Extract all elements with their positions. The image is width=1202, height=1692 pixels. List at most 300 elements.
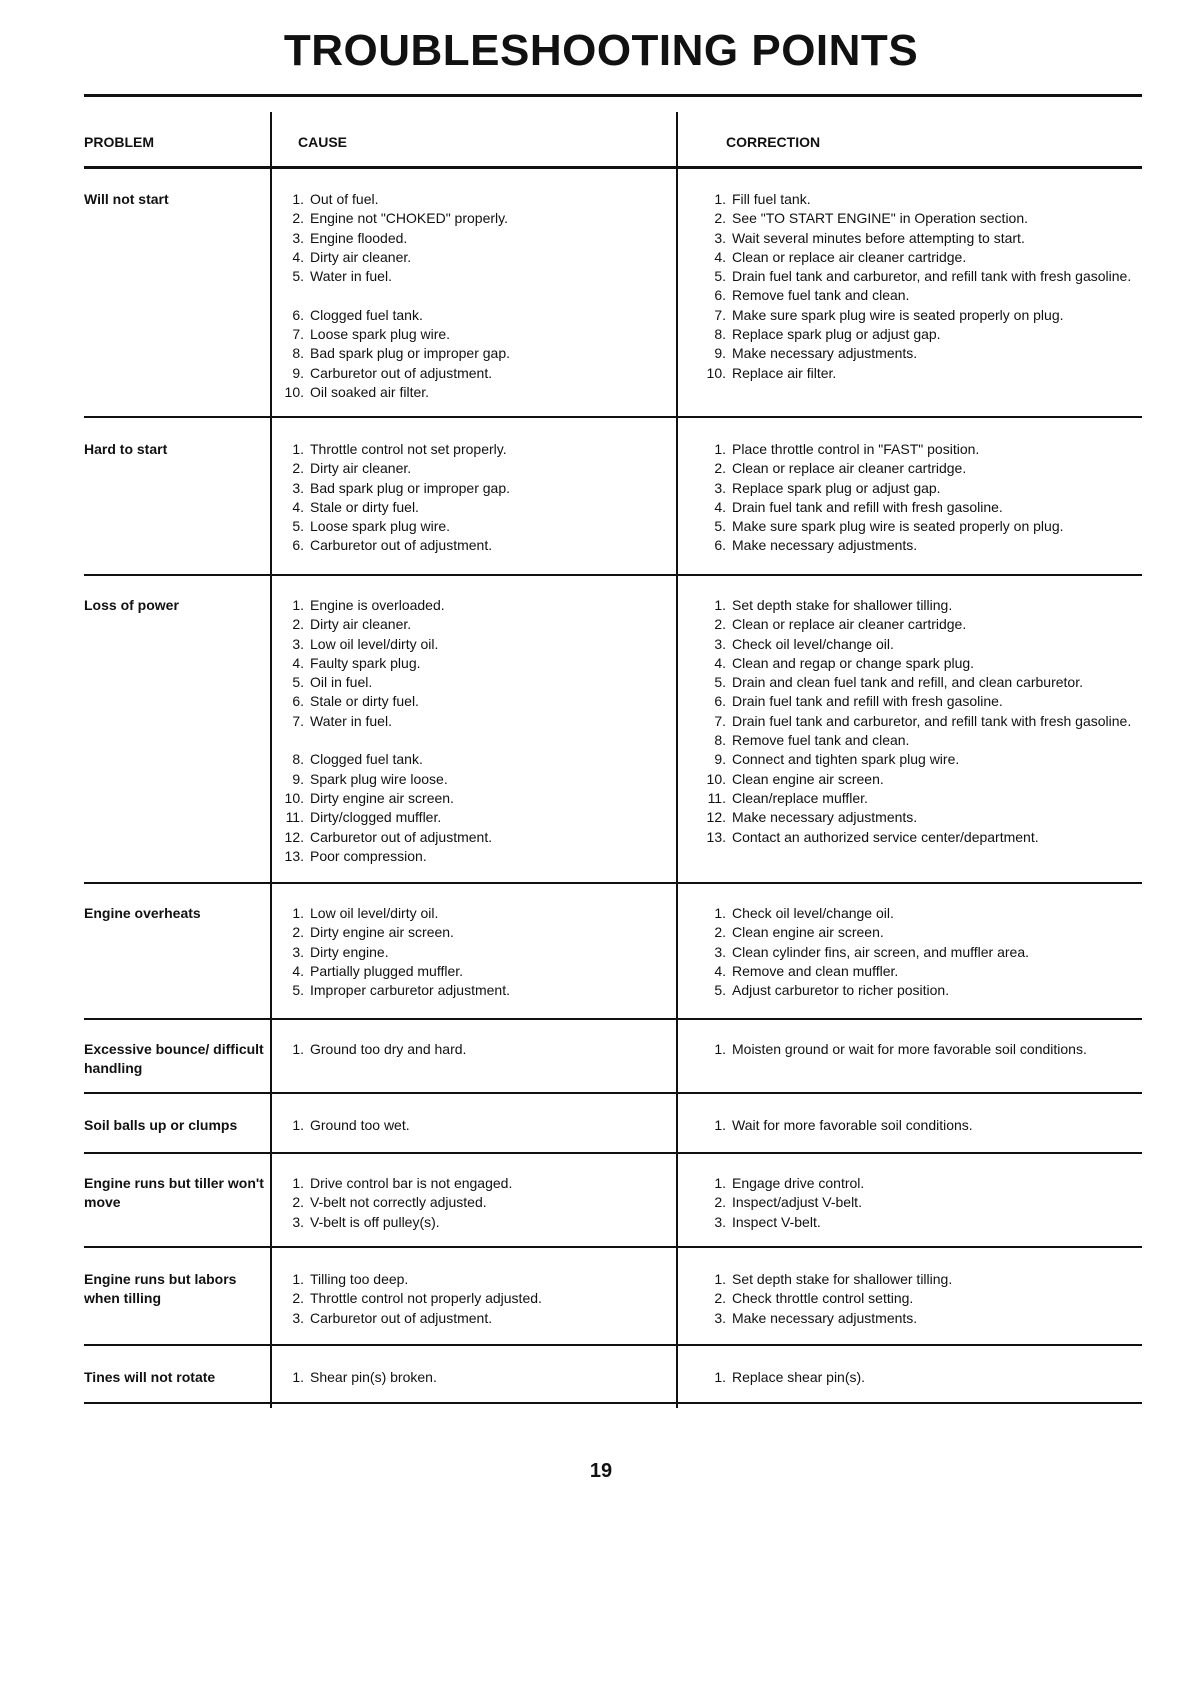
correction-item: [702, 479, 1142, 498]
item-number: 1.: [714, 191, 726, 207]
cause-item: [280, 615, 660, 634]
item-number: 1.: [292, 1117, 304, 1133]
cause-item: [280, 635, 660, 654]
item-text: Set depth stake for shallower tilling.: [732, 597, 953, 613]
problem-label: Loss of power: [84, 597, 179, 613]
correction-item: [702, 789, 1142, 808]
section-rule: [84, 574, 1142, 576]
item-number: 2.: [714, 1194, 726, 1211]
item-text: Low oil level/dirty oil.: [310, 905, 439, 921]
cause-item: [280, 1193, 660, 1212]
item-number: 2.: [714, 924, 726, 941]
correction-item: [702, 635, 1142, 654]
item-number: 2.: [714, 1290, 726, 1307]
item-number: 9.: [292, 770, 304, 787]
item-number: 6.: [292, 537, 304, 554]
correction-list: [702, 190, 1142, 383]
item-text: Make sure spark plug wire is seated properly on plug.: [732, 306, 1064, 323]
correction-item: [702, 904, 1142, 923]
cause-item: [280, 981, 660, 1000]
item-text: Make necessary adjustments.: [732, 809, 918, 826]
item-number: 1.: [714, 1271, 726, 1287]
correction-item: [702, 828, 1142, 847]
item-number: 1.: [292, 597, 304, 613]
cause-list: [280, 1174, 660, 1232]
item-number: 1.: [292, 441, 304, 457]
item-number: 9.: [292, 364, 304, 381]
problem-label: Tines will not rotate: [84, 1369, 216, 1385]
problem-label: Engine runs but tiller won't move: [84, 1175, 264, 1210]
cause-item: [280, 808, 660, 827]
item-text: Out of fuel.: [310, 191, 379, 207]
item-number: 11.: [707, 789, 726, 806]
correction-item: [702, 306, 1142, 325]
item-number: 4.: [714, 962, 726, 979]
correction-item: [702, 286, 1142, 305]
problem-label: Will not start: [84, 191, 169, 207]
item-number: 1.: [714, 1175, 726, 1191]
item-text: Engine not "CHOKED" properly.: [310, 210, 508, 227]
cause-list: [280, 596, 660, 866]
item-number: 5.: [714, 518, 726, 535]
item-text: Improper carburetor adjustment.: [310, 982, 510, 999]
correction-list: [702, 1040, 1142, 1059]
correction-item: [702, 692, 1142, 711]
item-text: Dirty air cleaner.: [310, 460, 412, 477]
item-number: 3.: [714, 229, 726, 246]
correction-item: [702, 923, 1142, 942]
cause-item: [280, 847, 660, 866]
cause-item: [280, 750, 660, 769]
item-text: Engage drive control.: [732, 1175, 865, 1191]
page-title: TROUBLESHOOTING POINTS: [283, 26, 919, 75]
item-text: Make sure spark plug wire is seated properly on plug.: [732, 518, 1064, 535]
item-text: Remove and clean muffler.: [732, 962, 899, 979]
item-text: Make necessary adjustments.: [732, 345, 918, 362]
item-text: Contact an authorized service center/department.: [732, 828, 1039, 845]
item-text: Low oil level/dirty oil.: [310, 635, 439, 652]
cause-item: [280, 459, 660, 478]
correction-item: [702, 1193, 1142, 1212]
item-text: Adjust carburetor to richer position.: [732, 982, 950, 999]
cause-list: [280, 1270, 660, 1328]
correction-item: [702, 1289, 1142, 1308]
section-rule: [84, 416, 1142, 418]
correction-item: [702, 1116, 1142, 1135]
cause-item: [280, 596, 660, 615]
cause-list: [280, 904, 660, 1000]
problem-label: Engine overheats: [84, 905, 201, 921]
item-number: 5.: [292, 268, 304, 285]
item-number: 2.: [714, 460, 726, 477]
problem-label: Soil balls up or clumps: [84, 1117, 238, 1133]
cause-item: [280, 536, 660, 555]
item-text: Replace spark plug or adjust gap.: [732, 326, 941, 343]
item-number: 4.: [292, 654, 304, 671]
item-number: 2.: [292, 460, 304, 477]
correction-item: [702, 1040, 1142, 1059]
item-text: Clean cylinder fins, air screen, and muffler area.: [732, 943, 1029, 960]
item-text: Faulty spark plug.: [310, 654, 421, 671]
item-number: 10.: [706, 770, 726, 787]
cause-item: [280, 517, 660, 536]
item-number: 1.: [714, 1369, 726, 1385]
item-number: 9.: [714, 345, 726, 362]
correction-item: [702, 673, 1142, 692]
correction-item: [702, 1270, 1142, 1289]
cause-item: [280, 325, 660, 344]
item-text: Moisten ground or wait for more favorable soil conditions.: [732, 1041, 1087, 1057]
item-text: Tilling too deep.: [310, 1271, 409, 1287]
item-text: Check oil level/change oil.: [732, 905, 894, 921]
correction-item: [702, 962, 1142, 981]
item-text: V-belt is off pulley(s).: [310, 1213, 440, 1230]
item-number: 3.: [714, 1309, 726, 1326]
item-text: Carburetor out of adjustment.: [310, 1309, 493, 1326]
correction-item: [702, 1213, 1142, 1232]
correction-item: [702, 1174, 1142, 1193]
item-text: Replace spark plug or adjust gap.: [732, 479, 941, 496]
section-rule: [84, 1246, 1142, 1248]
item-text: Water in fuel.: [310, 268, 392, 285]
item-text: Engine is overloaded.: [310, 597, 445, 613]
item-number: 7.: [292, 712, 304, 729]
correction-item: [702, 248, 1142, 267]
item-number: 2.: [292, 1194, 304, 1211]
item-text: Bad spark plug or improper gap.: [310, 479, 510, 496]
item-number: 10.: [706, 364, 726, 381]
item-number: 5.: [292, 518, 304, 535]
item-number: 9.: [714, 751, 726, 768]
correction-list: [702, 904, 1142, 1000]
item-text: Dirty/clogged muffler.: [310, 809, 442, 826]
top-rule: [84, 94, 1142, 97]
item-text: Drain fuel tank and carburetor, and refill tank with fresh gasoline.: [732, 712, 1132, 729]
correction-item: [702, 440, 1142, 459]
cause-item: [280, 770, 660, 789]
item-text: Fill fuel tank.: [732, 191, 811, 207]
correction-list: [702, 596, 1142, 847]
item-number: 7.: [714, 306, 726, 323]
item-text: Clean or replace air cleaner cartridge.: [732, 248, 967, 265]
item-number: 5.: [714, 674, 726, 691]
cause-item: [280, 1040, 660, 1059]
item-text: Carburetor out of adjustment.: [310, 364, 493, 381]
cause-list: [280, 1368, 660, 1387]
item-text: Engine flooded.: [310, 229, 408, 246]
correction-item: [702, 267, 1142, 286]
item-text: Check oil level/change oil.: [732, 635, 894, 652]
column-divider-right: [676, 112, 678, 1408]
correction-item: [702, 344, 1142, 363]
item-number: 3.: [714, 479, 726, 496]
column-divider-left: [270, 112, 272, 1408]
section-rule: [84, 1152, 1142, 1154]
item-text: Replace shear pin(s).: [732, 1369, 866, 1385]
cause-item: [280, 904, 660, 923]
item-number: 5.: [714, 268, 726, 285]
item-text: Replace air filter.: [732, 364, 837, 381]
cause-item: [280, 267, 660, 286]
item-text: Loose spark plug wire.: [310, 326, 451, 343]
cause-item: [280, 943, 660, 962]
item-number: 1.: [292, 1175, 304, 1191]
problem-label: Engine runs but labors when tilling: [84, 1271, 237, 1306]
cause-item: [280, 209, 660, 228]
cause-item: [280, 1174, 660, 1193]
item-text: Spark plug wire loose.: [310, 770, 448, 787]
item-text: Wait for more favorable soil conditions.: [732, 1117, 973, 1133]
item-text: Clean/replace muffler.: [732, 789, 868, 806]
item-number: 4.: [292, 248, 304, 265]
item-text: Clean or replace air cleaner cartridge.: [732, 616, 967, 633]
item-text: Oil soaked air filter.: [310, 383, 430, 400]
item-text: Ground too wet.: [310, 1117, 410, 1133]
cause-item: [280, 190, 660, 209]
item-number: 7.: [714, 712, 726, 729]
section-rule: [84, 1018, 1142, 1020]
item-number: 1.: [714, 1041, 726, 1057]
item-text: Drain fuel tank and carburetor, and refill tank with fresh gasoline.: [732, 268, 1132, 285]
item-number: 6.: [714, 287, 726, 304]
item-text: Make necessary adjustments.: [732, 1309, 918, 1326]
item-number: 6.: [714, 537, 726, 554]
problem-label: Hard to start: [84, 441, 168, 457]
item-number: 3.: [714, 635, 726, 652]
item-number: 3.: [292, 479, 304, 496]
header-rule: [84, 166, 1142, 169]
correction-item: [702, 325, 1142, 344]
item-number: 2.: [714, 616, 726, 633]
item-text: Water in fuel.: [310, 712, 392, 729]
item-number: 6.: [292, 693, 304, 710]
correction-item: [702, 981, 1142, 1000]
item-number: 4.: [292, 962, 304, 979]
correction-item: [702, 1309, 1142, 1328]
cause-item: [280, 692, 660, 711]
item-text: Connect and tighten spark plug wire.: [732, 751, 960, 768]
item-text: Set depth stake for shallower tilling.: [732, 1271, 953, 1287]
item-number: 2.: [292, 210, 304, 227]
cause-list: [280, 1116, 660, 1135]
item-number: 3.: [714, 943, 726, 960]
item-text: Clogged fuel tank.: [310, 751, 423, 768]
item-text: Dirty engine air screen.: [310, 789, 454, 806]
item-text: Oil in fuel.: [310, 674, 373, 691]
correction-item: [702, 364, 1142, 383]
header-cause: CAUSE: [298, 134, 348, 150]
item-number: 1.: [714, 1117, 726, 1133]
correction-item: [702, 536, 1142, 555]
item-number: 3.: [292, 1213, 304, 1230]
item-text: Drain fuel tank and refill with fresh gasoline.: [732, 693, 1003, 710]
correction-item: [702, 750, 1142, 769]
cause-item: [280, 1309, 660, 1328]
correction-item: [702, 1368, 1142, 1387]
item-text: Drain fuel tank and refill with fresh gasoline.: [732, 498, 1003, 515]
correction-item: [702, 209, 1142, 228]
item-number: 11.: [285, 809, 304, 826]
cause-list: [280, 1040, 660, 1059]
item-text: Inspect V-belt.: [732, 1213, 821, 1230]
item-text: Stale or dirty fuel.: [310, 498, 419, 515]
item-number: 3.: [292, 229, 304, 246]
cause-item: [280, 1116, 660, 1135]
item-number: 4.: [714, 248, 726, 265]
item-text: Loose spark plug wire.: [310, 518, 451, 535]
correction-item: [702, 731, 1142, 750]
correction-item: [702, 229, 1142, 248]
cause-item: [280, 306, 660, 325]
item-text: Throttle control not set properly.: [310, 441, 507, 457]
item-number: 8.: [292, 751, 304, 768]
item-text: Clean and regap or change spark plug.: [732, 654, 975, 671]
item-text: See "TO START ENGINE" in Operation section.: [732, 210, 1029, 227]
section-rule: [84, 1092, 1142, 1094]
cause-item: [280, 1289, 660, 1308]
cause-item: [280, 344, 660, 363]
item-number: 2.: [292, 1290, 304, 1307]
item-text: Place throttle control in "FAST" position.: [732, 441, 980, 457]
item-text: V-belt not correctly adjusted.: [310, 1194, 487, 1211]
cause-item: [280, 1368, 660, 1387]
cause-list: [280, 440, 660, 556]
correction-list: [702, 1116, 1142, 1135]
page-number: 19: [589, 1460, 613, 1482]
item-text: Shear pin(s) broken.: [310, 1369, 437, 1385]
correction-item: [702, 517, 1142, 536]
correction-list: [702, 1270, 1142, 1328]
correction-item: [702, 190, 1142, 209]
item-number: 2.: [714, 210, 726, 227]
correction-item: [702, 712, 1142, 731]
item-number: 10.: [284, 383, 304, 400]
cause-item: [280, 673, 660, 692]
item-text: Remove fuel tank and clean.: [732, 287, 910, 304]
item-text: Clogged fuel tank.: [310, 306, 423, 323]
item-number: 3.: [292, 635, 304, 652]
correction-list: [702, 440, 1142, 556]
item-text: Partially plugged muffler.: [310, 962, 464, 979]
item-number: 4.: [292, 498, 304, 515]
item-number: 1.: [714, 905, 726, 921]
section-rule: [84, 882, 1142, 884]
item-number: 12.: [706, 809, 726, 826]
item-text: Clean engine air screen.: [732, 924, 884, 941]
item-number: 1.: [292, 1369, 304, 1385]
item-text: Drive control bar is not engaged.: [310, 1175, 513, 1191]
item-number: 1.: [292, 1271, 304, 1287]
section-rule: [84, 1344, 1142, 1346]
header-correction: CORRECTION: [726, 134, 821, 150]
item-text: Wait several minutes before attempting to start.: [732, 229, 1025, 246]
item-number: 5.: [292, 674, 304, 691]
item-text: Dirty air cleaner.: [310, 248, 412, 265]
cause-item: [280, 923, 660, 942]
header-problem: PROBLEM: [84, 134, 154, 150]
item-text: Dirty engine.: [310, 943, 389, 960]
cause-item: [280, 789, 660, 808]
item-number: 5.: [714, 982, 726, 999]
item-number: 1.: [292, 191, 304, 207]
correction-item: [702, 808, 1142, 827]
item-number: 4.: [714, 654, 726, 671]
problem-label: Excessive bounce/ difficult handling: [84, 1041, 264, 1076]
correction-item: [702, 654, 1142, 673]
item-text: Check throttle control setting.: [732, 1290, 914, 1307]
correction-item: [702, 943, 1142, 962]
correction-item: [702, 596, 1142, 615]
item-number: 12.: [284, 828, 304, 845]
item-number: 13.: [706, 828, 726, 845]
item-number: 10.: [284, 789, 304, 806]
item-text: Clean or replace air cleaner cartridge.: [732, 460, 967, 477]
item-number: 6.: [292, 306, 304, 323]
cause-item: [280, 383, 660, 402]
cause-list: [280, 190, 660, 402]
item-text: Stale or dirty fuel.: [310, 693, 419, 710]
item-number: 1.: [714, 597, 726, 613]
item-number: 1.: [292, 1041, 304, 1057]
correction-list: [702, 1368, 1142, 1387]
item-number: 3.: [714, 1213, 726, 1230]
item-text: Make necessary adjustments.: [732, 537, 918, 554]
item-number: 8.: [714, 326, 726, 343]
item-text: Remove fuel tank and clean.: [732, 732, 910, 749]
correction-item: [702, 770, 1142, 789]
cause-item: [280, 440, 660, 459]
cause-item: [280, 654, 660, 673]
cause-item: [280, 1213, 660, 1232]
item-text: Carburetor out of adjustment.: [310, 537, 493, 554]
item-number: 2.: [292, 924, 304, 941]
item-text: Carburetor out of adjustment.: [310, 828, 493, 845]
cause-item: [280, 364, 660, 383]
correction-item: [702, 498, 1142, 517]
item-number: 6.: [714, 693, 726, 710]
item-number: 8.: [714, 732, 726, 749]
item-number: 1.: [292, 905, 304, 921]
item-text: Drain and clean fuel tank and refill, and clean carburetor.: [732, 674, 1083, 691]
correction-item: [702, 459, 1142, 478]
item-number: 4.: [714, 498, 726, 515]
section-rule: [84, 1402, 1142, 1404]
item-text: Ground too dry and hard.: [310, 1041, 467, 1057]
item-text: Poor compression.: [310, 847, 427, 864]
cause-item: [280, 962, 660, 981]
item-number: 3.: [292, 943, 304, 960]
cause-item: [280, 1270, 660, 1289]
item-text: Clean engine air screen.: [732, 770, 884, 787]
item-text: Inspect/adjust V-belt.: [732, 1194, 862, 1211]
item-text: Bad spark plug or improper gap.: [310, 345, 510, 362]
item-text: Dirty engine air screen.: [310, 924, 454, 941]
cause-item: [280, 828, 660, 847]
item-number: 1.: [714, 441, 726, 457]
cause-item: [280, 498, 660, 517]
item-number: 5.: [292, 982, 304, 999]
item-number: 7.: [292, 326, 304, 343]
item-number: 13.: [284, 847, 304, 864]
cause-item: [280, 479, 660, 498]
correction-item: [702, 615, 1142, 634]
item-number: 8.: [292, 345, 304, 362]
cause-item: [280, 712, 660, 731]
cause-item: [280, 229, 660, 248]
item-number: 3.: [292, 1309, 304, 1326]
correction-list: [702, 1174, 1142, 1232]
item-text: Throttle control not properly adjusted.: [310, 1290, 542, 1307]
